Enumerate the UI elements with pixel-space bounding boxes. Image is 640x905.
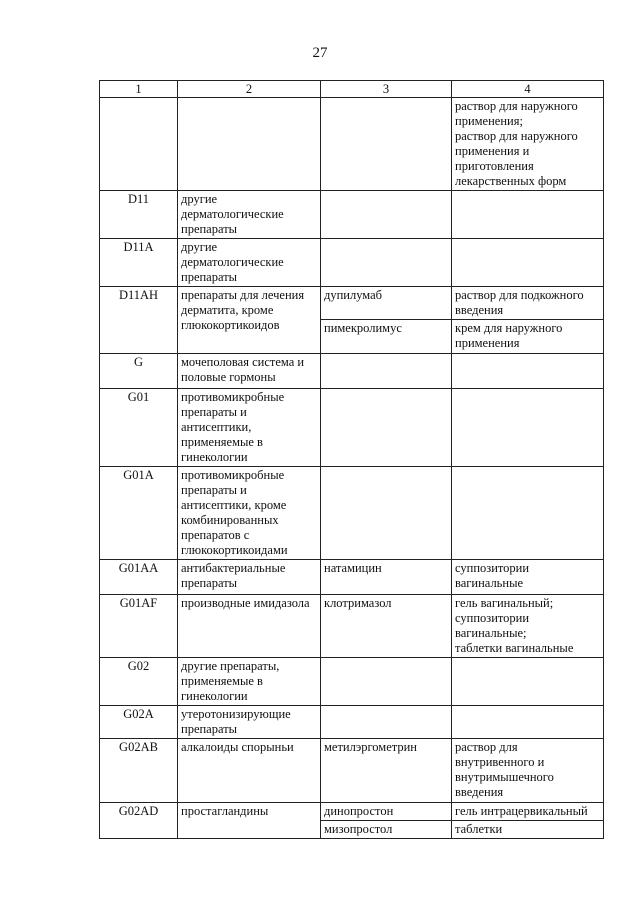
drug-name-cell (321, 239, 452, 287)
atc-group-cell: утеротонизирующие препараты (178, 706, 321, 739)
atc-group-cell: противомикробные препараты и антисептики, кроме комбинированных препаратов с глюкокортикоидами (178, 467, 321, 560)
table-row (100, 98, 604, 191)
drug-name-cell: пимекролимус (321, 320, 452, 354)
drug-name-cell (321, 191, 452, 239)
dosage-form-cell: раствор для наружного применения; раствор для наружного применения и приготовления лекарственных форм (452, 98, 604, 191)
drug-name-cell (321, 98, 452, 191)
table-row (100, 191, 604, 239)
atc-code-cell: D11A (100, 239, 178, 287)
table-row (100, 389, 604, 467)
atc-code-cell: G01A (100, 467, 178, 560)
drug-name-cell: клотримазол (321, 595, 452, 658)
table-row (100, 467, 604, 560)
atc-code-cell: G01AA (100, 560, 178, 595)
drug-name-cell (321, 354, 452, 389)
atc-code-cell: D11AH (100, 287, 178, 354)
drug-name-cell: дупилумаб (321, 287, 452, 320)
atc-group-cell: противомикробные препараты и антисептики, применяемые в гинекологии (178, 389, 321, 467)
atc-group-cell: другие препараты, применяемые в гинекологии (178, 658, 321, 706)
atc-code-cell: D11 (100, 191, 178, 239)
dosage-form-cell: суппозитории вагинальные (452, 560, 604, 595)
atc-group-cell: алкалоиды спорыньи (178, 739, 321, 803)
table-row (100, 239, 604, 287)
column-header: 1 (100, 81, 178, 98)
atc-code-cell: G01AF (100, 595, 178, 658)
column-header: 3 (321, 81, 452, 98)
drug-name-cell (321, 467, 452, 560)
dosage-form-cell (452, 706, 604, 739)
drug-name-cell: динопростон (321, 803, 452, 821)
atc-group-cell: другие дерматологические препараты (178, 239, 321, 287)
table-row (100, 658, 604, 706)
drug-name-cell (321, 658, 452, 706)
atc-group-cell: производные имидазола (178, 595, 321, 658)
atc-group-cell (178, 98, 321, 191)
header-row (100, 81, 604, 98)
dosage-form-cell: крем для наружного применения (452, 320, 604, 354)
table-row (100, 560, 604, 595)
atc-code-cell (100, 98, 178, 191)
dosage-form-cell: гель интрацервикальный (452, 803, 604, 821)
atc-code-cell: G (100, 354, 178, 389)
medication-table (99, 80, 604, 839)
atc-code-cell: G02AB (100, 739, 178, 803)
dosage-form-cell: раствор для внутривенного и внутримышечного введения (452, 739, 604, 803)
atc-group-cell: мочеполовая система и половые гормоны (178, 354, 321, 389)
dosage-form-cell (452, 389, 604, 467)
atc-code-cell: G02A (100, 706, 178, 739)
table-row (100, 354, 604, 389)
dosage-form-cell (452, 658, 604, 706)
drug-name-cell (321, 389, 452, 467)
column-header: 2 (178, 81, 321, 98)
atc-group-cell: антибактериальные препараты (178, 560, 321, 595)
dosage-form-cell (452, 354, 604, 389)
dosage-form-cell (452, 239, 604, 287)
dosage-form-cell: гель вагинальный; суппозитории вагинальные; таблетки вагинальные (452, 595, 604, 658)
table-row (100, 706, 604, 739)
atc-group-cell: простагландины (178, 803, 321, 839)
drug-name-cell: натамицин (321, 560, 452, 595)
drug-name-cell (321, 706, 452, 739)
table-body (100, 98, 604, 839)
dosage-form-cell: раствор для подкожного введения (452, 287, 604, 320)
column-header: 4 (452, 81, 604, 98)
table-row (100, 595, 604, 658)
table-row (100, 803, 604, 821)
dosage-form-cell: таблетки (452, 821, 604, 839)
drug-name-cell: мизопростол (321, 821, 452, 839)
atc-code-cell: G01 (100, 389, 178, 467)
table-row (100, 739, 604, 803)
drug-name-cell: метилэргометрин (321, 739, 452, 803)
dosage-form-cell (452, 467, 604, 560)
atc-group-cell: другие дерматологические препараты (178, 191, 321, 239)
atc-group-cell: препараты для лечения дерматита, кроме глюкокортикоидов (178, 287, 321, 354)
page-number: 27 (312, 45, 328, 61)
table-row (100, 287, 604, 320)
atc-code-cell: G02 (100, 658, 178, 706)
dosage-form-cell (452, 191, 604, 239)
atc-code-cell: G02AD (100, 803, 178, 839)
